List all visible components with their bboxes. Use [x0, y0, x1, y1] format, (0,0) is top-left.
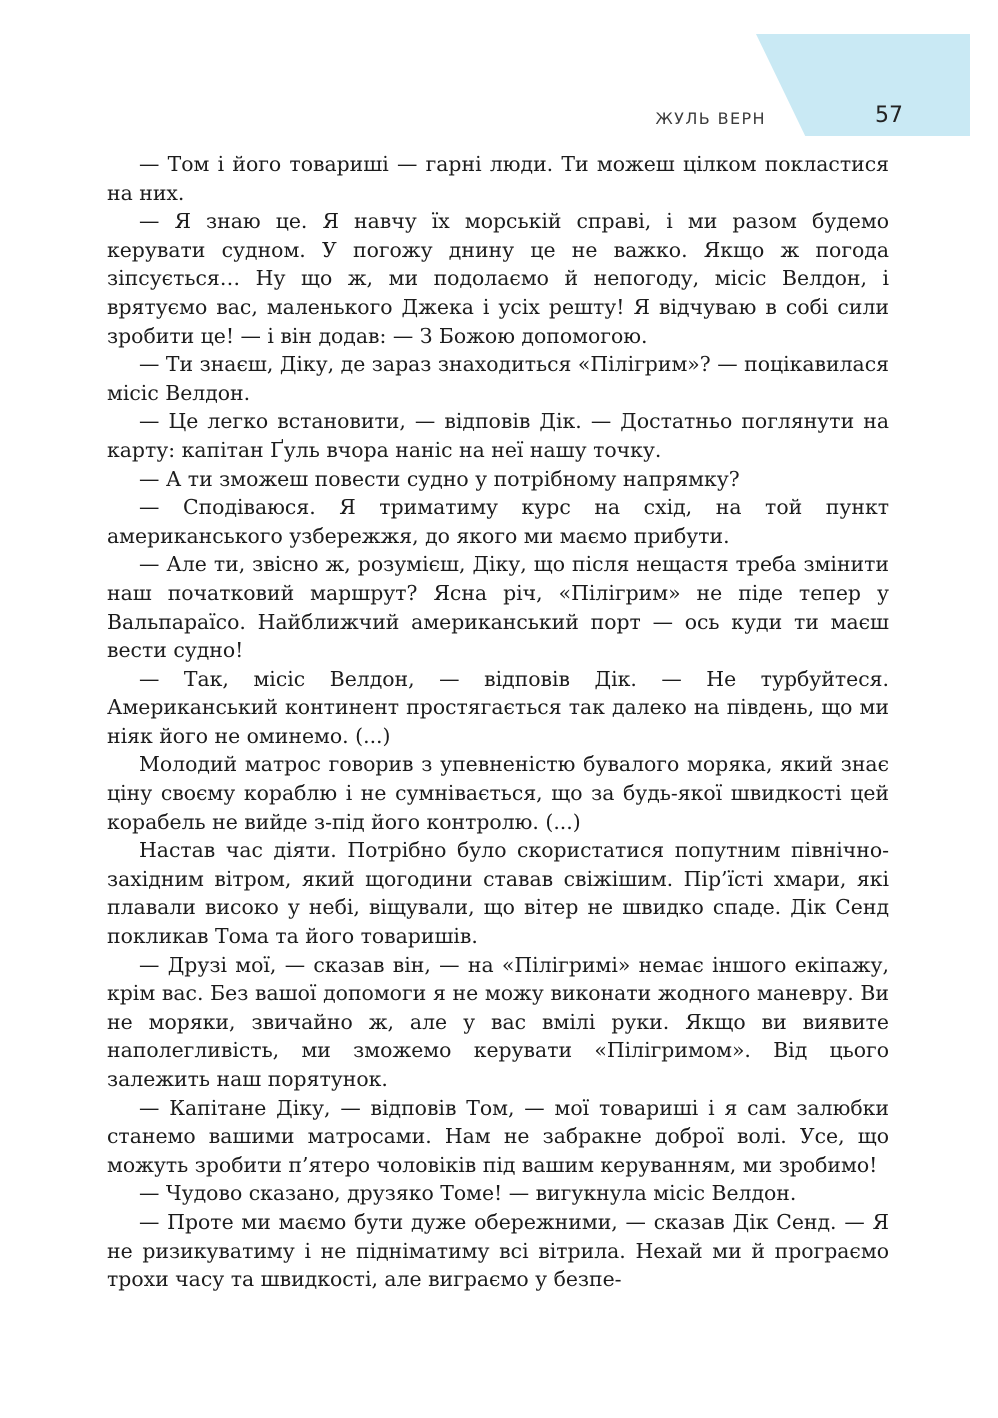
- paragraph: — Сподіваюся. Я триматиму курс на схід, на той пункт американського узбережжя, до якого ми маємо прибути.: [107, 495, 889, 548]
- header-color-band: [756, 34, 970, 136]
- paragraph: — Том і його товариші — гарні люди. Ти можеш цілком покластися на них.: [107, 152, 889, 205]
- running-head: ЖУЛЬ ВЕРН: [655, 109, 766, 128]
- paragraph: — Проте ми маємо бути дуже обережними, — сказав Дік Сенд. — Я не ризикуватиму і не підніматиму всі вітрила. Нехай ми й програємо трохи часу та швидкості, але виграємо у безпе-: [107, 1209, 889, 1292]
- paragraph: — Я знаю це. Я навчу їх морській справі, і ми разом будемо керувати судном. У погожу днину це не важко. Якщо ж погода зіпсується… Ну що ж, ми подолаємо й непогоду, місіс Велдон, і врятуємо вас, маленького Джека і усіх решту! Я відчуваю в собі сили зробити це! — і він додав: — З Божою допомогою.: [107, 209, 889, 348]
- body-text: [107, 150, 889, 1294]
- paragraph: Молодий матрос говорив з упевненістю бувалого моряка, який знає ціну своєму кораблю і не сумнівається, що за будь-якої швидкості цей корабель не вийде з-під його контролю. (...): [107, 752, 889, 834]
- paragraph: — Чудово сказано, друзяко Томе! — вигукнула місіс Велдон.: [139, 1181, 797, 1206]
- paragraph: — Але ти, звісно ж, розумієш, Діку, що після нещастя треба змінити наш початковий маршрут? Ясна річ, «Пілігрим» не піде тепер у Вальпараїсо. Найближчий американський порт — ось куди ти маєш вести судно!: [107, 552, 889, 663]
- paragraph: — Друзі мої, — сказав він, — на «Пілігримі» немає іншого екіпажу, крім вас. Без вашої допомоги я не можу виконати жодного маневру. Ви не моряки, звичайно ж, але у вас вмілі руки. Якщо ви виявите наполегливість, ми зможемо керувати «Пілігримом». Від цього залежить наш порятунок.: [107, 952, 889, 1091]
- paragraph: — Капітане Діку, — відповів Том, — мої товариші і я сам залюбки станемо вашими матросами. Нам не забракне доброї волі. Усе, що можуть зробити п’ятеро чоловіків під вашим керуванням, ми зробимо!: [107, 1095, 889, 1177]
- page-number: 57: [875, 103, 903, 128]
- paragraph: — А ти зможеш повести судно у потрібному напрямку?: [139, 466, 740, 491]
- paragraph: Настав час діяти. Потрібно було скористатися попутним північно-західним вітром, який щогодини ставав свіжішим. Пір’їсті хмари, які плавали високо у небі, віщували, що вітер не швидко спаде. Дік Сенд покликав Тома та його товаришів.: [107, 838, 889, 949]
- paragraph: — Так, місіс Велдон, — відповів Дік. — Не турбуйтеся. Американський континент простягається так далеко на південь, що ми ніяк його не оминемо. (...): [107, 666, 889, 748]
- paragraph: — Ти знаєш, Діку, де зараз знаходиться «Пілігрим»? — поцікавилася місіс Велдон.: [107, 352, 889, 405]
- paragraph: — Це легко встановити, — відповів Дік. — Достатньо поглянути на карту: капітан Ґуль вчора наніс на неї нашу точку.: [107, 409, 889, 462]
